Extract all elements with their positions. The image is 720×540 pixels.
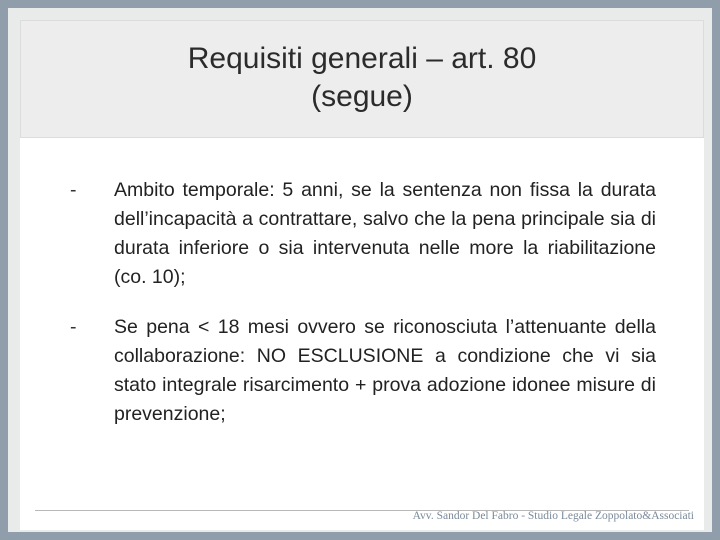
slide-title <box>20 20 704 116</box>
footer-text: Avv. Sandor Del Fabro - Studio Legale Zoppolato&Associati <box>412 510 694 522</box>
slide-frame <box>8 8 712 532</box>
title-area <box>20 20 704 139</box>
content-area <box>20 138 704 530</box>
bullet-marker: - <box>70 316 77 338</box>
title-line-2: (segue) <box>311 80 413 113</box>
bullet-text: Se pena < 18 mesi ovvero se riconosciuta l’attenuante della collaborazione: NO ESCLUSIONE a condizione che vi sia stato integrale risarcimento + prova adozione idonee misure di prevenzione; <box>114 316 656 425</box>
bullet-text: Ambito temporale: 5 anni, se la sentenza non fissa la durata dell’incapacità a contrattare, salvo che la pena principale sia di durata inferiore o sia intervenuta nelle more la riabilitazione (co. 10); <box>114 179 656 288</box>
title-line-1: Requisiti generali – art. 80 <box>187 42 537 75</box>
bullet-marker: - <box>70 179 77 201</box>
bullet-item <box>70 176 656 292</box>
bullet-item <box>70 313 656 429</box>
bullet-list <box>70 176 656 450</box>
